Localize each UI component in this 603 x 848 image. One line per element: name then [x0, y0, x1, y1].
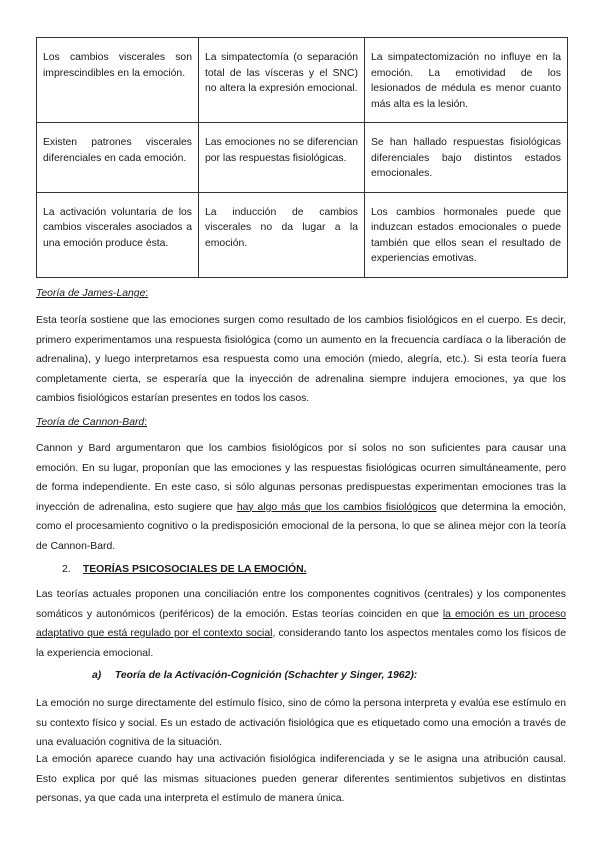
subsection-a-paragraph-2: La emoción aparece cuando hay una activación fisiológica indiferenciada y se le asigna una atribución causal. Esto explica por qué las mismas situaciones pueden generar diferentes sentimientos subjetivos en distintas personas, ya que cada una interpreta el estímulo de manera única. [36, 754, 566, 804]
james-lange-paragraph: Esta teoría sostiene que las emociones surgen como resultado de los cambios fisiológicos en el cuerpo. Es decir, primero experimentamos una respuesta fisiológica (como un aumento en la frecuencia cardíaca o la liberación de adrenalina), y luego interpretamos esa respuesta como una emoción (miedo, alegría, etc.). Si esta teoría fuera completamente cierta, se esperaría que la inyección de adrenalina siempre indujera emociones, ya que los cambios fisiológicos estarían presentes en todos los casos. [36, 315, 566, 404]
table-cell: Los cambios hormonales puede que induzcan estados emocionales o puede también que ellos sean el resultado de experiencias emotivas. [365, 192, 568, 277]
section-2-heading: 2. TEORÍAS PSICOSOCIALES DE LA EMOCIÓN. [62, 564, 307, 575]
comparison-table [36, 37, 568, 278]
table-cell: La simpatectomía (o separación total de las vísceras y el SNC) no altera la expresión emocional. [199, 38, 365, 123]
table-cell: La inducción de cambios viscerales no da lugar a la emoción. [199, 192, 365, 277]
table-cell: La simpatectomización no influye en la emoción. La emotividad de los lesionados de médula es menor cuanto más alta es la lesión. [365, 38, 568, 123]
james-lange-heading: Teoría de James-Lange: [36, 288, 149, 299]
table-cell: Los cambios viscerales son imprescindibles en la emoción. [37, 38, 199, 123]
table-row [37, 192, 568, 277]
section-2-paragraph: Las teorías actuales proponen una conciliación entre los componentes cognitivos (centrales) y los componentes somáticos y autonómicos (periféricos) de la emoción. Estas teorías coinciden en que la emoción es un proceso adaptativo que está regulado por el contexto social, considerando tanto los aspectos mentales como los físicos de la experiencia emocional. [36, 589, 566, 659]
table-cell: La activación voluntaria de los cambios viscerales asociados a una emoción produce ésta. [37, 192, 199, 277]
subsection-a-heading: a) Teoría de la Activación-Cognición (Schachter y Singer, 1962): [92, 670, 418, 681]
cannon-bard-heading: Teoría de Cannon-Bard: [36, 417, 148, 428]
subsection-a-paragraph-1: La emoción no surge directamente del estímulo físico, sino de cómo la persona interpreta y evalúa ese estímulo en su contexto físico y social. Es un estado de activación fisiológica que es etiquetado como una emoción a través de una evaluación cognitiva de la situación. [36, 698, 566, 748]
table-cell: Existen patrones viscerales diferenciales en cada emoción. [37, 123, 199, 193]
table-row [37, 123, 568, 193]
table-cell: Las emociones no se diferencian por las respuestas fisiológicas. [199, 123, 365, 193]
table-cell: Se han hallado respuestas fisiológicas diferenciales bajo distintos estados emocionales. [365, 123, 568, 193]
cannon-bard-paragraph: Cannon y Bard argumentaron que los cambios fisiológicos por sí solos no son suficientes para causar una emoción. En su lugar, proponían que las emociones y las respuestas fisiológicas ocurren simultáneamente, pero de forma independiente. En este caso, si sólo algunas personas predispuestas experimentan emociones tras la inyección de adrenalina, esto sugiere que hay algo más que los cambios fisiológicos que determina la emoción, como el procesamiento cognitivo o la predisposición emocional de la persona, lo que se alinea mejor con la teoría de Cannon-Bard. [36, 443, 566, 552]
table-row [37, 38, 568, 123]
